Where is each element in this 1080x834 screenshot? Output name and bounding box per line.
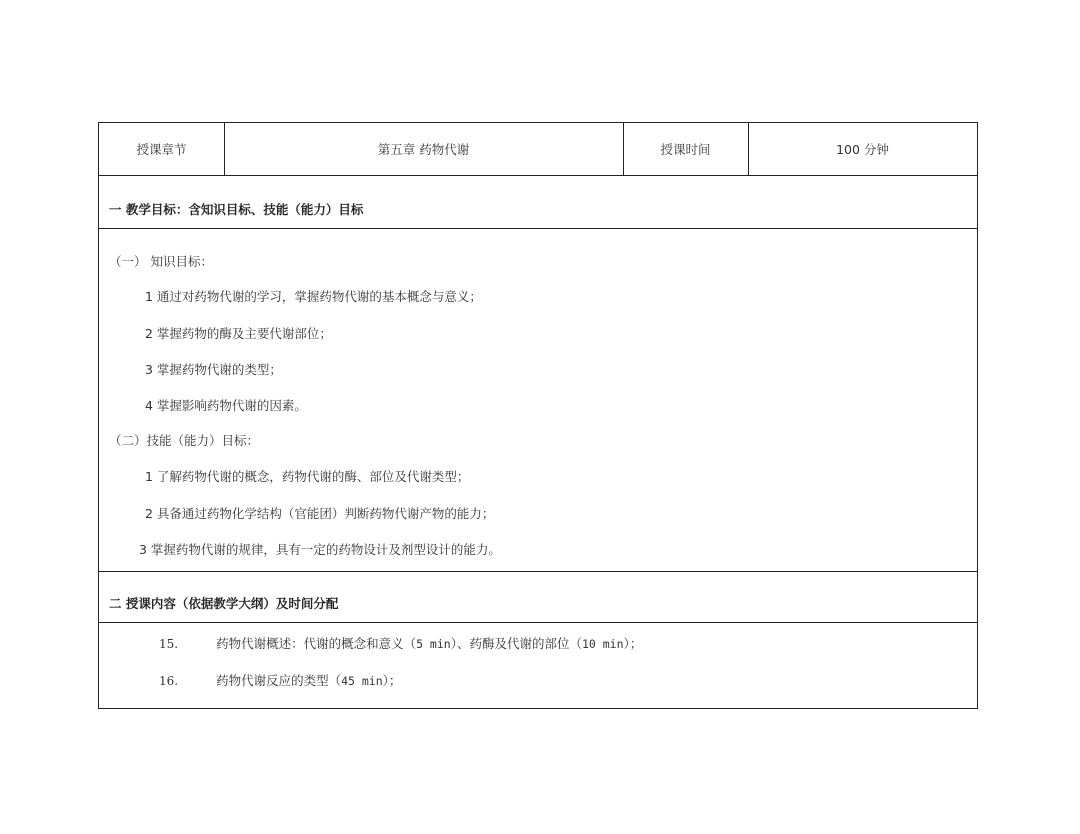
skill-item: 1 了解药物代谢的概念，药物代谢的酶、部位及代谢类型；	[145, 469, 470, 484]
knowledge-item: 2 掌握药物的酶及主要代谢部位；	[145, 326, 332, 341]
knowledge-heading: （一） 知识目标：	[109, 254, 213, 269]
item-duration: 5 min	[416, 637, 451, 651]
divider	[99, 228, 977, 229]
section-1-title: 一 教学目标：含知识目标、技能（能力）目标	[109, 202, 364, 217]
section-2-title: 二 授课内容（依据教学大纲）及时间分配	[109, 596, 339, 611]
item-number: 16.	[159, 674, 179, 688]
content-item	[159, 634, 642, 652]
item-text: ）；	[623, 636, 643, 651]
divider	[99, 622, 977, 623]
skill-item: 3 掌握药物代谢的规律，具有一定的药物设计及剂型设计的能力。	[139, 542, 501, 557]
divider	[99, 571, 977, 572]
content-item	[159, 671, 401, 689]
item-text: ）、药酶及代谢的部位（	[450, 636, 582, 651]
knowledge-item: 1 通过对药物代谢的学习，掌握药物代谢的基本概念与意义；	[145, 289, 482, 304]
header-row	[99, 123, 977, 175]
lesson-plan-table	[98, 122, 978, 709]
item-number: 15.	[159, 637, 179, 651]
chapter-value: 第五章 药物代谢	[377, 142, 470, 157]
knowledge-item: 4 掌握影响药物代谢的因素。	[145, 398, 307, 413]
chapter-label: 授课章节	[136, 142, 187, 157]
time-label: 授课时间	[660, 142, 711, 157]
item-text: 药物代谢反应的类型（	[216, 673, 342, 688]
item-duration: 10 min	[581, 637, 624, 651]
item-text: 药物代谢概述：代谢的概念和意义（	[216, 636, 417, 651]
item-text: ）；	[382, 673, 402, 688]
time-value: 100 分钟	[836, 142, 889, 157]
item-duration: 45 min	[341, 674, 383, 688]
knowledge-item: 3 掌握药物代谢的类型；	[145, 362, 282, 377]
divider	[99, 175, 977, 176]
skill-item: 2 具备通过药物化学结构（官能团）判断药物代谢产物的能力；	[145, 506, 495, 521]
skill-heading: （二）技能（能力）目标：	[109, 433, 260, 448]
